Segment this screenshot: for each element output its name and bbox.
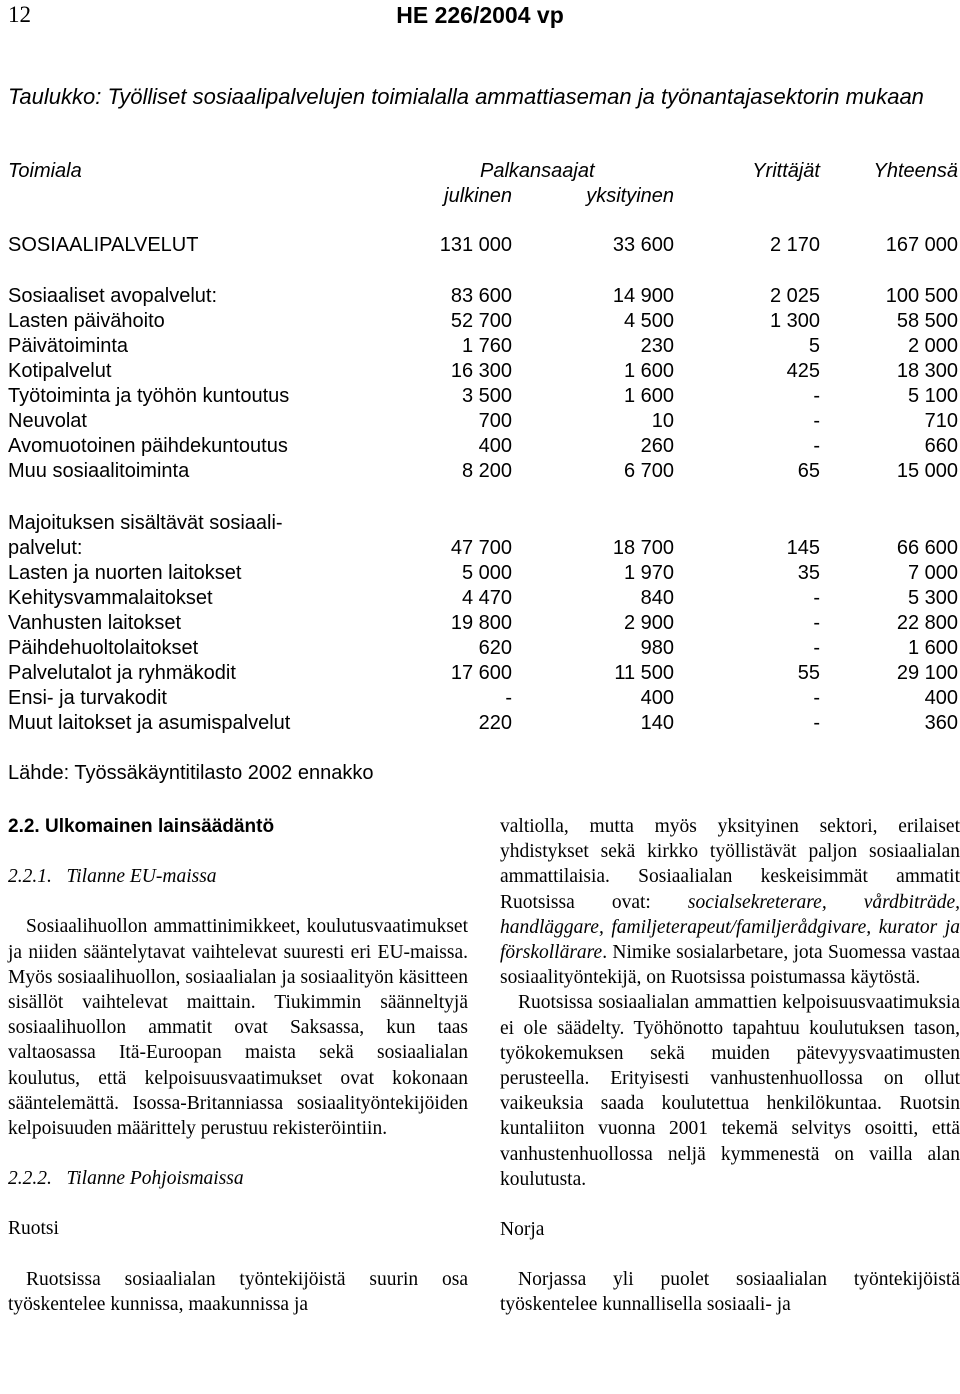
table-caption: Taulukko: Työlliset sosiaalipalvelujen toimialalla ammattiaseman ja työnantajasektorin mukaan bbox=[8, 84, 924, 109]
cell-yksityinen: 230 bbox=[640, 335, 674, 357]
cell-yksityinen: 840 bbox=[640, 587, 674, 609]
cell-julkinen: 700 bbox=[478, 410, 512, 432]
cell-yrittajat: - bbox=[813, 712, 820, 734]
cell-yhteensa: 15 000 bbox=[896, 460, 958, 482]
cell-yksityinen: 33 600 bbox=[612, 234, 674, 256]
cell-yrittajat: - bbox=[813, 587, 820, 609]
cell-yhteensa: 660 bbox=[924, 435, 958, 457]
cell-yksityinen: 1 600 bbox=[623, 360, 674, 382]
cell-yrittajat: 2 025 bbox=[769, 285, 820, 307]
cell-yksityinen: 4 500 bbox=[623, 310, 674, 332]
heading-2-2: 2.2. Ulkomainen lainsäädäntö bbox=[8, 816, 275, 837]
cell-yrittajat: - bbox=[813, 385, 820, 407]
cell-yksityinen: 1 970 bbox=[623, 562, 674, 584]
cell-yhteensa: 100 500 bbox=[885, 285, 958, 307]
cell-yksityinen: 400 bbox=[640, 687, 674, 709]
cell-yksityinen: 140 bbox=[640, 712, 674, 734]
cell-yhteensa: 5 300 bbox=[907, 587, 958, 609]
row-label: SOSIAALIPALVELUT bbox=[8, 234, 199, 256]
row-label: Vanhusten laitokset bbox=[8, 612, 182, 634]
cell-julkinen: 620 bbox=[478, 637, 512, 659]
cell-yksityinen: 6 700 bbox=[623, 460, 674, 482]
table-row bbox=[8, 410, 960, 435]
paragraph-text: valtiolla, mutta myös yksityinen sektori, erilaiset yhdistykset sekä kirkko työllistävät paljon sosiaalialan ammattilaisia. Sosiaalialan keskeisimmät ammatit Ruotsissa ovat: bbox=[500, 816, 960, 913]
row-label: palvelut: bbox=[8, 537, 83, 559]
cell-yksityinen: 14 900 bbox=[612, 285, 674, 307]
cell-julkinen: 4 470 bbox=[461, 587, 512, 609]
cell-julkinen: 131 000 bbox=[439, 234, 512, 256]
cell-yksityinen: 18 700 bbox=[612, 537, 674, 559]
table-row bbox=[8, 435, 960, 460]
paragraph-norja: Norjassa yli puolet sosiaalialan työntekijöistä työskentelee kunnallisella sosiaali- ja bbox=[500, 1269, 960, 1316]
cell-yksityinen: 11 500 bbox=[614, 662, 674, 684]
table-row bbox=[8, 587, 960, 612]
cell-yksityinen: 2 900 bbox=[623, 612, 674, 634]
paragraph-eu: Sosiaalihuollon ammattinimikkeet, koulutusvaatimukset ja niiden sääntelytavat vaihtelevat suuresti eri EU-maissa. Myös sosiaalihuollon, sosiaalialan ja sosiaalityön käsitteen sisällöt vaihtelevat maittain. Tiukimmin säänneltyjä sosiaalihuollon ammatit ovat Saksassa, kun taas valtaosassa Itä-Euroopan maista sekä sosiaalialan koulutus, että kelpoisuusvaatimukset ovat kokonaan sääntelemättä. Isossa-Britanniassa sosiaalityöntekijöiden kelpoisuuden määrittely perustuu rekisteröintiin. bbox=[8, 916, 468, 1140]
header-toimiala: Toimiala bbox=[8, 160, 82, 182]
table-row bbox=[8, 537, 960, 562]
right-column bbox=[500, 814, 960, 1318]
cell-yhteensa: 1 600 bbox=[907, 637, 958, 659]
cell-julkinen: 83 600 bbox=[450, 285, 512, 307]
cell-yrittajat: 5 bbox=[808, 335, 820, 357]
cell-yksityinen: 1 600 bbox=[623, 385, 674, 407]
row-label: Sosiaaliset avopalvelut: bbox=[8, 285, 218, 307]
cell-yhteensa: 29 100 bbox=[896, 662, 958, 684]
cell-julkinen: 220 bbox=[478, 712, 512, 734]
cell-julkinen: 16 300 bbox=[450, 360, 512, 382]
row-label: Avomuotoinen päihdekuntoutus bbox=[8, 435, 288, 457]
table-row bbox=[8, 460, 960, 485]
cell-julkinen: 52 700 bbox=[450, 310, 512, 332]
table-row bbox=[8, 385, 960, 410]
page-number: 12 bbox=[8, 2, 31, 27]
cell-yhteensa: 360 bbox=[924, 712, 958, 734]
cell-yrittajat: - bbox=[813, 687, 820, 709]
row-label: Ensi- ja turvakodit bbox=[8, 687, 167, 709]
heading-2-2-2: 2.2.2. Tilanne Pohjoismaissa bbox=[8, 1168, 244, 1190]
cell-yrittajat: 1 300 bbox=[769, 310, 820, 332]
table-row bbox=[8, 687, 960, 712]
cell-julkinen: 19 800 bbox=[450, 612, 512, 634]
cell-yhteensa: 22 800 bbox=[896, 612, 958, 634]
cell-yhteensa: 167 000 bbox=[885, 234, 958, 256]
cell-yrittajat: - bbox=[813, 637, 820, 659]
cell-julkinen: - bbox=[505, 687, 512, 709]
row-label: Päivätoiminta bbox=[8, 335, 129, 357]
cell-yrittajat: 425 bbox=[786, 360, 820, 382]
cell-yksityinen: 980 bbox=[640, 637, 674, 659]
header-palkansaajat: Palkansaajat bbox=[480, 160, 595, 182]
row-label: Neuvolat bbox=[8, 410, 87, 432]
cell-julkinen: 400 bbox=[478, 435, 512, 457]
cell-yrittajat: - bbox=[813, 435, 820, 457]
cell-julkinen: 3 500 bbox=[461, 385, 512, 407]
row-label: Palvelutalot ja ryhmäkodit bbox=[8, 662, 236, 684]
header-yksityinen: yksityinen bbox=[586, 185, 674, 207]
table-row bbox=[8, 562, 960, 587]
header-yrittajat: Yrittäjät bbox=[752, 160, 820, 182]
table-row bbox=[8, 637, 960, 662]
table-row-total bbox=[8, 234, 960, 259]
cell-yksityinen: 10 bbox=[651, 410, 674, 432]
row-label: Päihdehuoltolaitokset bbox=[8, 637, 199, 659]
paragraph-ruotsi-cont bbox=[500, 814, 960, 990]
row-label: Muu sosiaalitoiminta bbox=[8, 460, 190, 482]
heading-ruotsi: Ruotsi bbox=[8, 1218, 59, 1240]
cell-yhteensa: 58 500 bbox=[896, 310, 958, 332]
cell-yhteensa: 66 600 bbox=[896, 537, 958, 559]
table-row bbox=[8, 360, 960, 385]
heading-2-2-1: 2.2.1. Tilanne EU-maissa bbox=[8, 866, 217, 888]
paragraph-ruotsi-start: Ruotsissa sosiaalialan työntekijöistä suurin osa työskentelee kunnissa, maakunnissa ja bbox=[8, 1268, 468, 1315]
document-header: HE 226/2004 vp bbox=[396, 2, 564, 28]
header-yhteensa: Yhteensä bbox=[873, 160, 958, 182]
row-label: Kehitysvammalaitokset bbox=[8, 587, 213, 609]
table-row bbox=[8, 335, 960, 360]
table-row bbox=[8, 310, 960, 335]
table-row bbox=[8, 612, 960, 637]
table-row bbox=[8, 662, 960, 687]
paragraph-text: . Nimike sosialarbetare, jota Suomessa vastaa sosiaalityöntekijä, on Ruotsissa poistumassa käytöstä. bbox=[500, 942, 960, 989]
cell-yrittajat: 145 bbox=[786, 537, 820, 559]
row-label: Kotipalvelut bbox=[8, 360, 112, 382]
cell-yhteensa: 7 000 bbox=[907, 562, 958, 584]
cell-yrittajat: 55 bbox=[797, 662, 820, 684]
row-label: Muut laitokset ja asumispalvelut bbox=[8, 712, 291, 734]
table-row bbox=[8, 285, 960, 310]
cell-julkinen: 1 760 bbox=[461, 335, 512, 357]
cell-yksityinen: 260 bbox=[640, 435, 674, 457]
table-row bbox=[8, 712, 960, 737]
left-column bbox=[8, 814, 468, 1317]
cell-yrittajat: 65 bbox=[797, 460, 820, 482]
cell-yrittajat: - bbox=[813, 410, 820, 432]
heading-norja: Norja bbox=[500, 1219, 545, 1241]
row-label: Lasten ja nuorten laitokset bbox=[8, 562, 242, 584]
row-label: Työtoiminta ja työhön kuntoutus bbox=[8, 385, 290, 407]
paragraph-kelpoisuus: Ruotsissa sosiaalialan ammattien kelpoisuusvaatimuksia ei ole säädelty. Työhönotto tapahtuu koulutuksen tason, työkokemuksen sekä muiden pätevyysvaatimusten perusteella. Erityisesti vanhustenhuollossa on ollut vaikeuksia saada koulutettua henkilökuntaa. Ruotsin kuntaliiton vuonna 2001 tekemä selvitys osoitti, että vanhustenhuollossa neljä kymmenestä on vailla alan koulutusta. bbox=[500, 992, 960, 1190]
cell-yhteensa: 400 bbox=[924, 687, 958, 709]
row-label: Lasten päivähoito bbox=[8, 310, 165, 332]
cell-yhteensa: 2 000 bbox=[907, 335, 958, 357]
cell-yhteensa: 18 300 bbox=[896, 360, 958, 382]
cell-yhteensa: 5 100 bbox=[907, 385, 958, 407]
header-julkinen: julkinen bbox=[444, 185, 512, 207]
cell-yhteensa: 710 bbox=[924, 410, 958, 432]
cell-julkinen: 47 700 bbox=[450, 537, 512, 559]
cell-yrittajat: 2 170 bbox=[769, 234, 820, 256]
cell-julkinen: 5 000 bbox=[461, 562, 512, 584]
group2-label-line1: Majoituksen sisältävät sosiaali- bbox=[8, 512, 283, 534]
cell-julkinen: 8 200 bbox=[461, 460, 512, 482]
table-source: Lähde: Työssäkäyntitilasto 2002 ennakko bbox=[8, 762, 374, 784]
cell-julkinen: 17 600 bbox=[450, 662, 512, 684]
cell-yrittajat: 35 bbox=[797, 562, 820, 584]
swedish-titles: socialsekreterare, vårdbiträde, handläggare, familjeterapeut/familjerådgivare, kurator ja förskollärare bbox=[500, 891, 960, 964]
cell-yrittajat: - bbox=[813, 612, 820, 634]
